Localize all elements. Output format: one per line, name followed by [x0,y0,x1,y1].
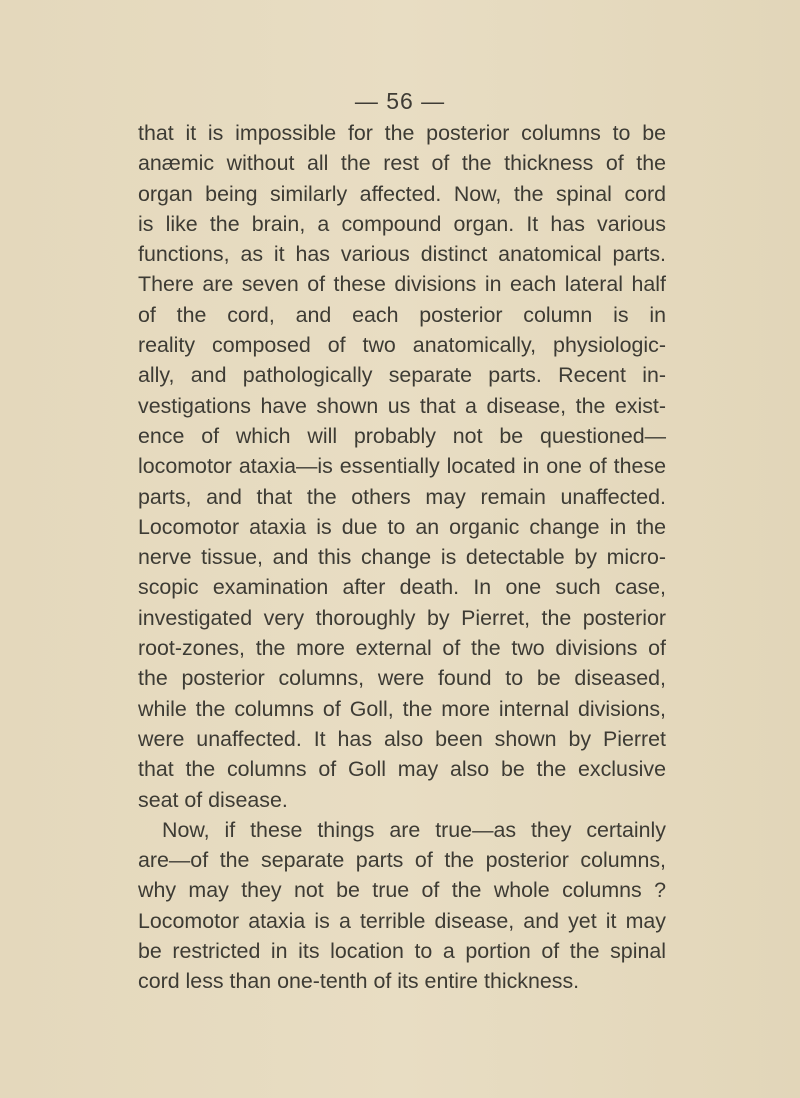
text-line-16: scopic examination after death. In one such case, [138,575,666,600]
text-line-9: ally, and pathologically separate parts. Recent in- [138,363,666,388]
text-line-3: organ being similarly affected. Now, the spinal cord [138,181,666,206]
text-line-21: were unaffected. It has also been shown by Pierret [138,726,666,751]
text-line-18: root-zones, the more external of the two divisions of [138,636,666,661]
text-line-10: vestigations have shown us that a disease, the exist- [138,393,666,418]
text-line-26: why may they not be true of the whole columns ? [138,878,666,903]
text-line-4: is like the brain, a compound organ. It has various [138,211,666,236]
text-line-17: investigated very thoroughly by Pierret, the posterior [138,605,666,630]
text-line-20: while the columns of Goll, the more internal divisions, [138,696,666,721]
text-line-13: parts, and that the others may remain unaffected. [138,484,666,509]
text-line-27: Locomotor ataxia is a terrible disease, and yet it may [138,908,666,933]
body-text [138,118,666,997]
text-line-2: anæmic without all the rest of the thickness of the [138,151,666,176]
text-line-6: There are seven of these divisions in each lateral half [138,272,666,297]
page-number: — 56 — [354,88,446,114]
text-line-29: cord less than one-tenth of its entire thickness. [138,969,580,994]
text-line-22: that the columns of Goll may also be the exclusive [138,757,666,782]
text-line-11: ence of which will probably not be questioned— [138,423,666,448]
text-line-14: Locomotor ataxia is due to an organic change in the [138,514,666,539]
text-line-1: that it is impossible for the posterior columns to be [138,121,666,145]
text-line-12: locomotor ataxia—is essentially located in one of these [138,454,666,479]
text-line-7: of the cord, and each posterior column is in [138,302,666,327]
text-line-5: functions, as it has various distinct anatomical parts. [138,242,666,267]
text-line-8: reality composed of two anatomically, physiologic- [138,333,666,358]
text-line-25: are—of the separate parts of the posterior columns, [138,848,666,873]
text-line-24: Now, if these things are true—as they certainly [162,817,666,842]
text-line-28: be restricted in its location to a portion of the spinal [138,939,666,964]
text-line-19: the posterior columns, were found to be diseased, [138,666,666,691]
text-line-23: seat of disease. [138,787,288,812]
text-line-15: nerve tissue, and this change is detectable by micro- [138,545,666,570]
